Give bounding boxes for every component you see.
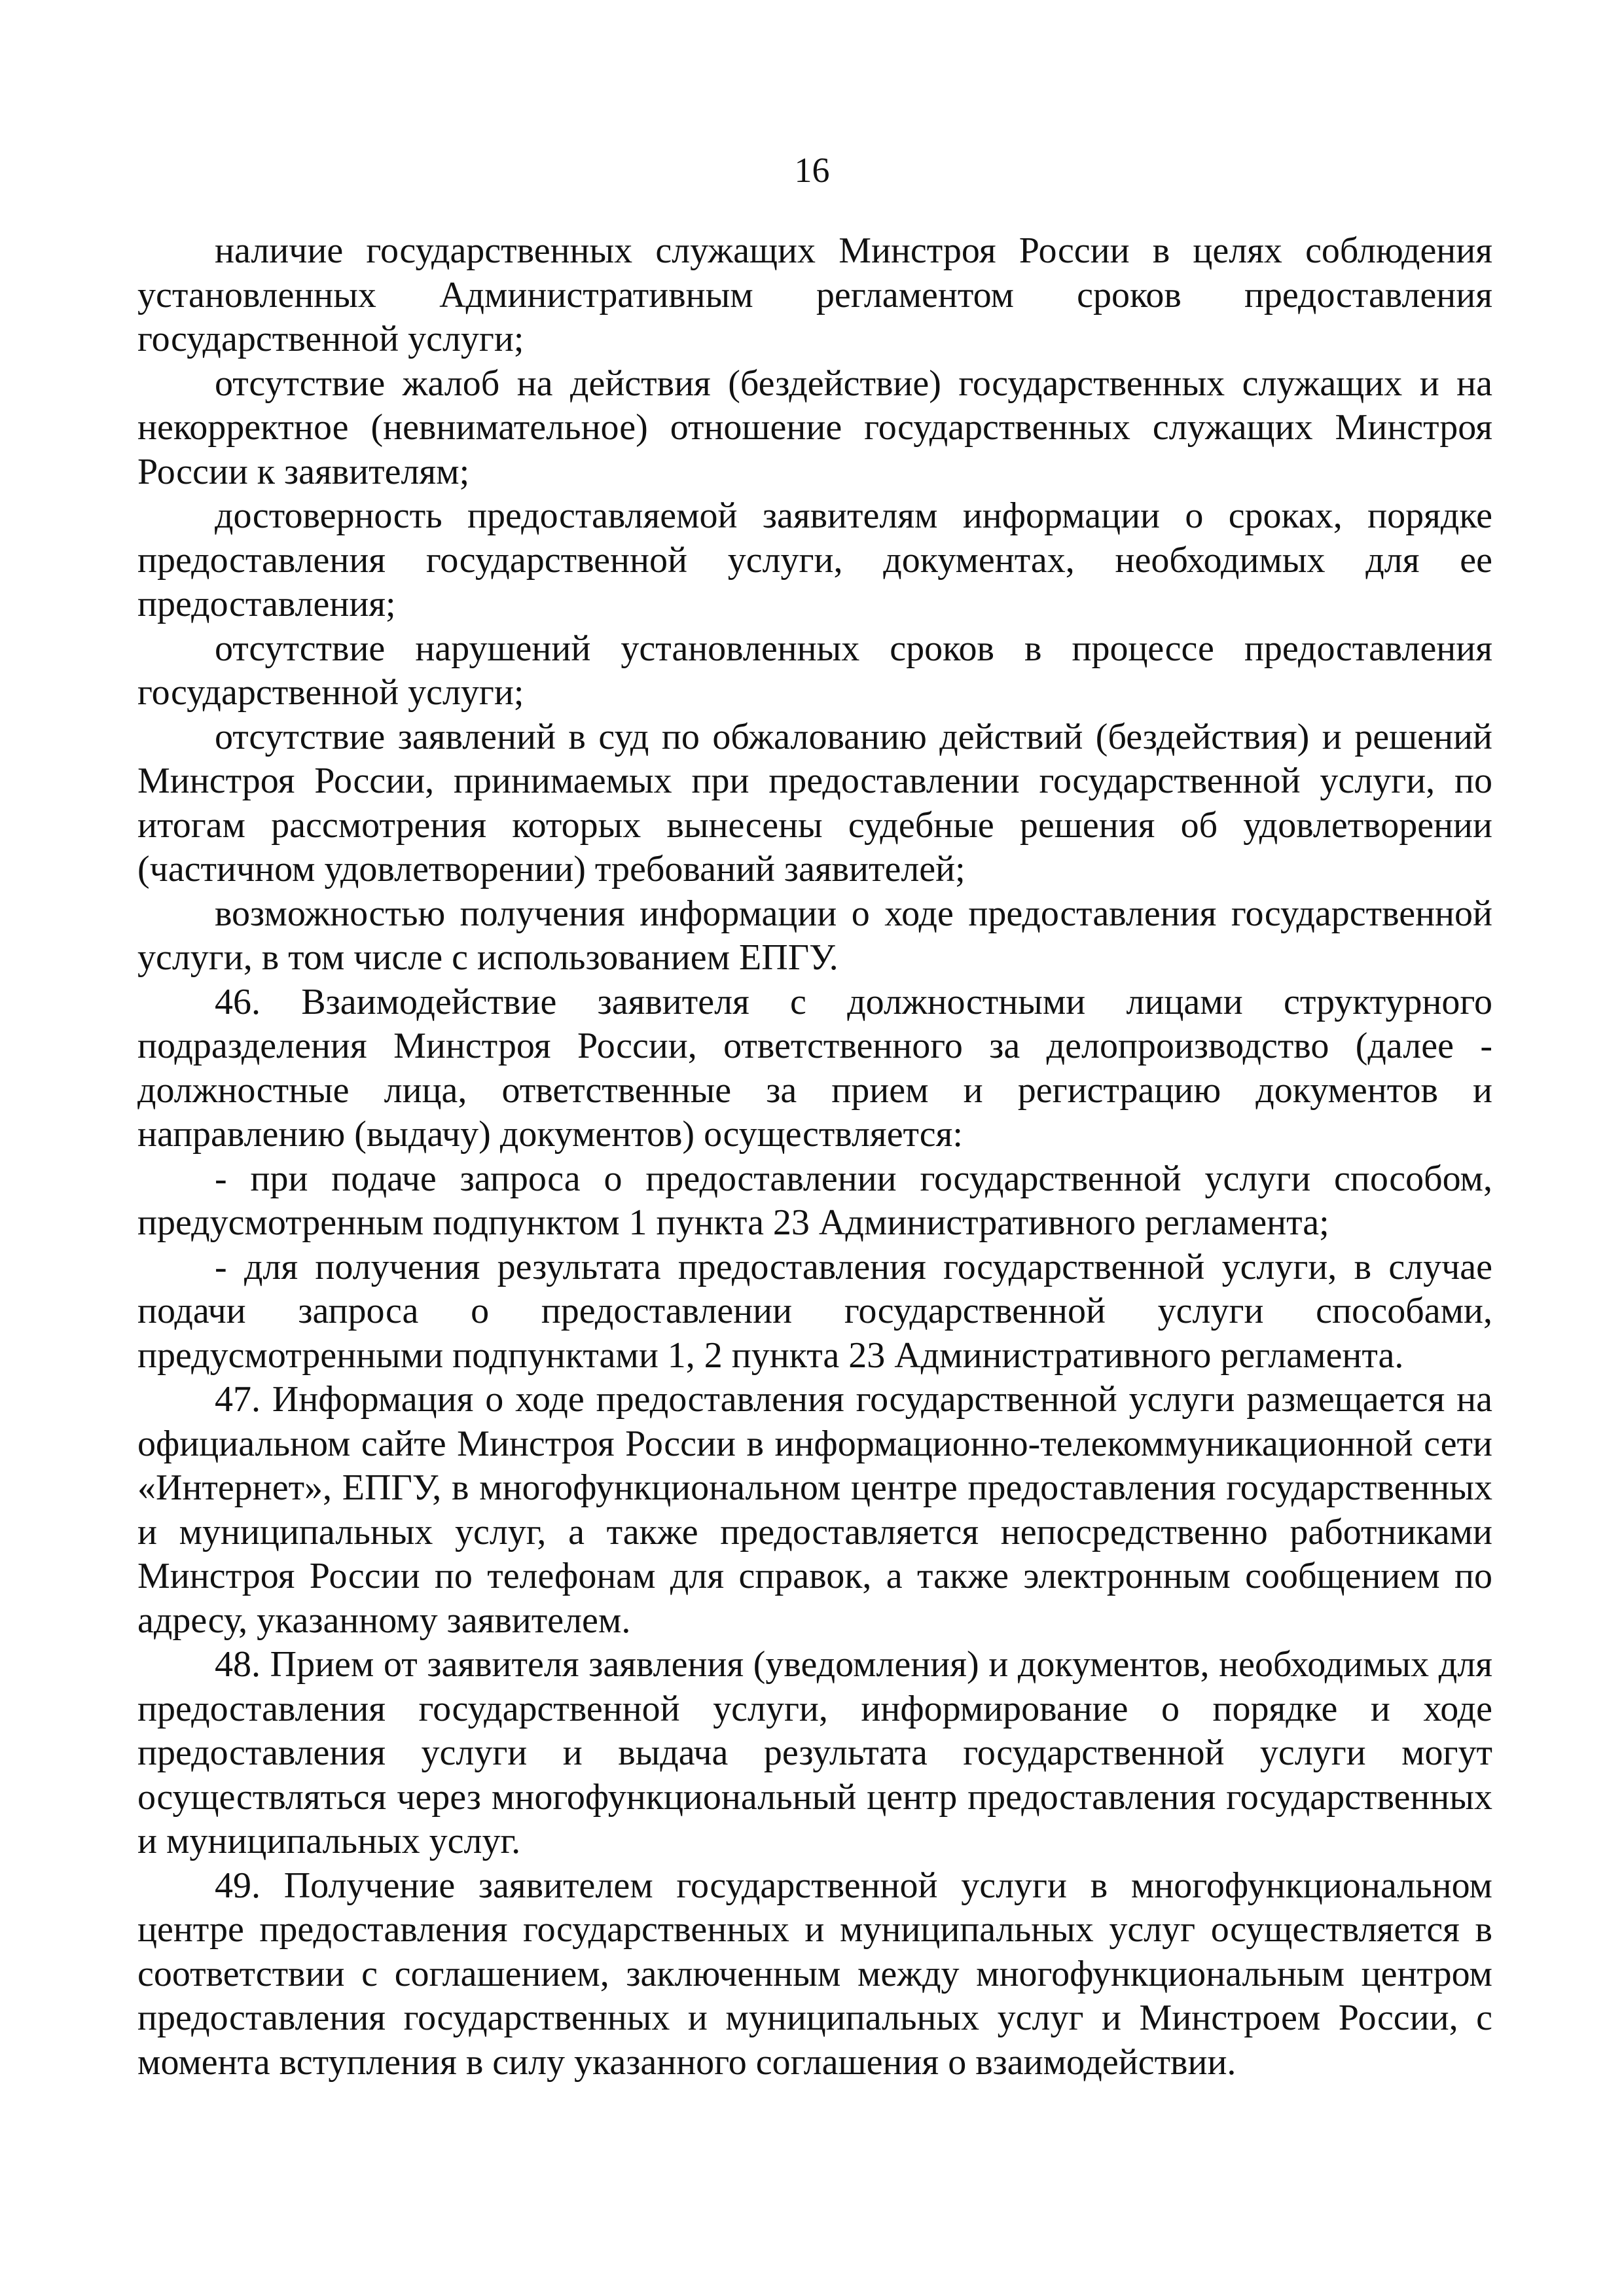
paragraph-46-item-1: - при подаче запроса о предоставлении государственной услуги способом, предусмотренным подпунктом 1 пункта 23 Административного регламента; <box>137 1158 1492 1243</box>
paragraph-46: 46. Взаимодействие заявителя с должностными лицами структурного подразделения Минстроя России, ответственного за делопроизводство (далее - должностные лица, ответственные за прием и регистрацию документов и направлению (выдачу) документов) осуществляется: <box>137 981 1492 1155</box>
paragraph-49 <box>137 1864 1492 2085</box>
paragraph-information-access: возможностью получения информации о ходе предоставления государственной услуги, в том числе с использованием ЕПГУ. <box>137 893 1492 978</box>
paragraph-49-lead: 49. Получение заявителем государственной услуги в многофункциональном центре предоставления государственных и муниципальных услуг осуществляется в соответствии с соглашением, заключенным между многофункциональным центром предоставления государственных и муниципальных услуг и Минстроем России, с момента <box>137 1865 1492 2083</box>
paragraph-no-deadline-violations: отсутствие нарушений установленных сроков в процессе предоставления государственной услуги; <box>137 628 1492 713</box>
paragraph-staff-availability: наличие государственных служащих Минстроя России в целях соблюдения установленных Административным регламентом сроков предоставления государственной услуги; <box>137 230 1492 359</box>
paragraph-49-tail: вступления в силу указанного соглашения о взаимодействии. <box>279 2041 1236 2083</box>
paragraph-no-complaints: отсутствие жалоб на действия (бездействие) государственных служащих и на некорректное (невнимательное) отношение государственных служащих Минстроя России к заявителям; <box>137 363 1492 492</box>
paragraph-47: 47. Информация о ходе предоставления государственной услуги размещается на официальном сайте Минстроя России в информационно-телекоммуникационной сети «Интернет», ЕПГУ, в многофункциональном центре предоставления государственных и муниципальных услуг, а также предоставляется непосредственно работниками Минстроя России по телефонам для справок, а также электронным сообщением по адресу, указанному заявителем. <box>137 1379 1492 1641</box>
paragraph-no-court-claims: отсутствие заявлений в суд по обжалованию действий (бездействия) и решений Минстроя России, принимаемых при предоставлении государственной услуги, по итогам рассмотрения которых вынесены судебные решения об удовлетворении (частичном удовлетворении) требований заявителей; <box>137 716 1492 889</box>
page-number: 16 <box>794 151 830 190</box>
paragraph-46-item-2: - для получения результата предоставления государственной услуги, в случае подачи запроса о предоставлении государственной услуги способами, предусмотренными подпунктами 1, 2 пункта 23 Административного регламента. <box>137 1246 1492 1376</box>
document-body <box>137 229 1492 2085</box>
paragraph-information-reliability: достоверность предоставляемой заявителям информации о сроках, порядке предоставления государственной услуги, документах, необходимых для ее предоставления; <box>137 495 1492 624</box>
paragraph-48: 48. Прием от заявителя заявления (уведомления) и документов, необходимых для предоставления государственной услуги, информирование о порядке и ходе предоставления услуги и выдача результата государственной услуги могут осуществляться через многофункциональный центр предоставления государственных и муниципальных услуг. <box>137 1644 1492 1861</box>
